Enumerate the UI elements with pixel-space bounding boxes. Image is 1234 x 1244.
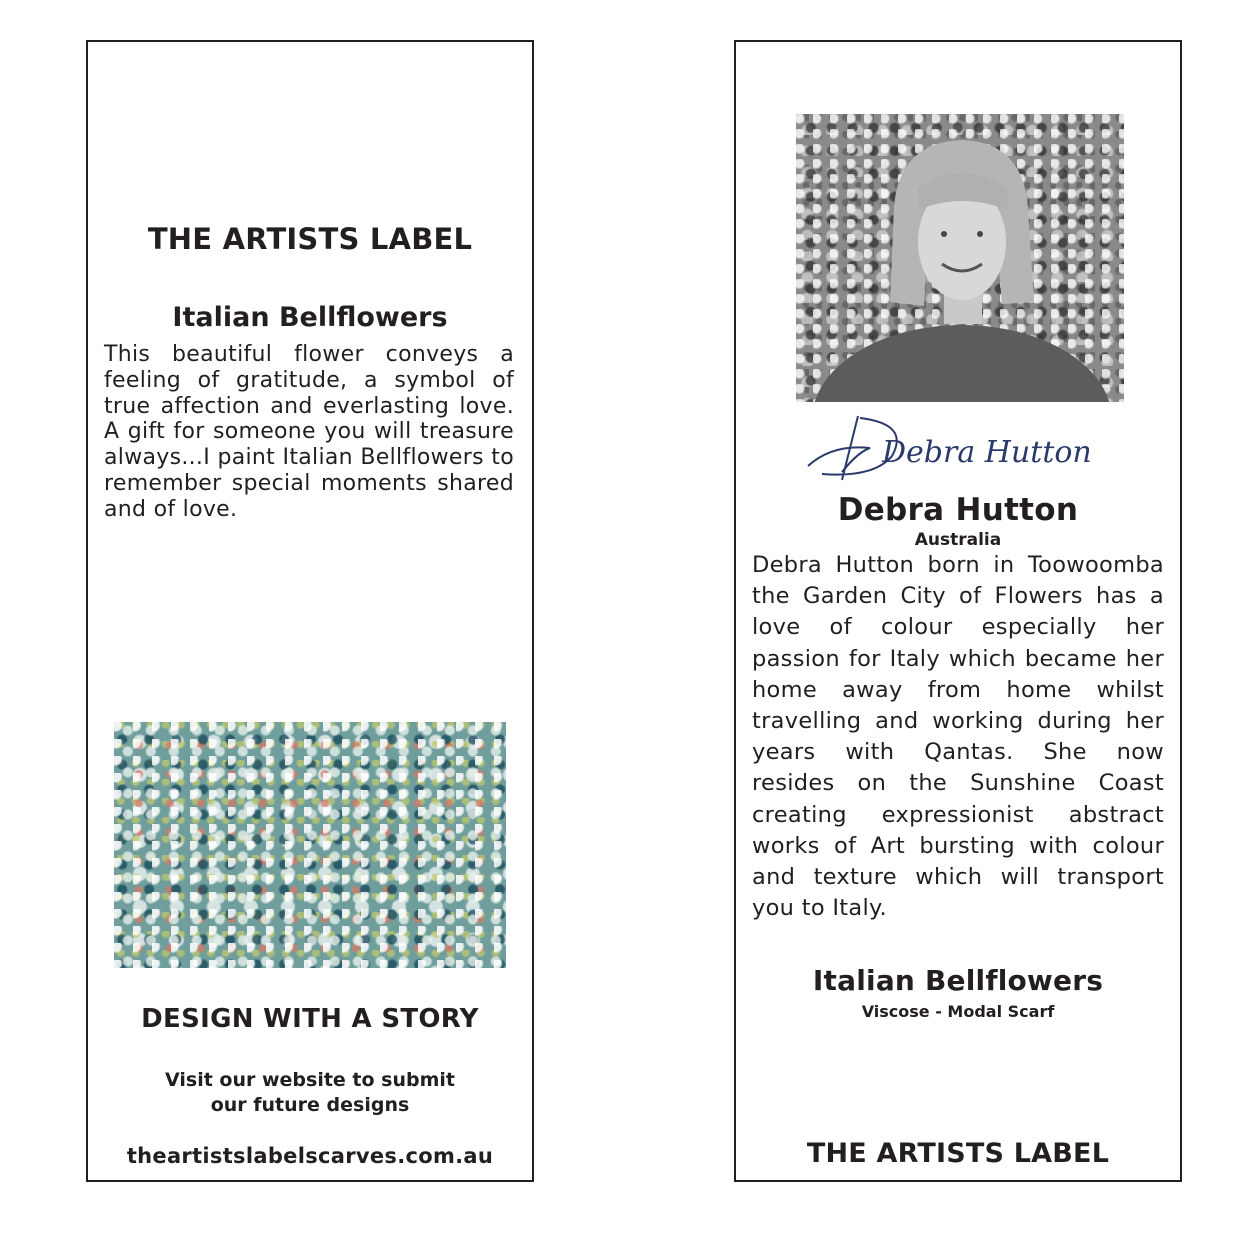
artwork-title: Italian Bellflowers	[172, 302, 448, 333]
artwork-description: This beautiful flower conveys a feeling of gratitude, a symbol of true affection and everlasting love. A gift for someone you will treasure always...I paint Italian Bellflowers to remember special moments shared and of love.	[104, 342, 514, 522]
visit-line-2: our future designs	[210, 1094, 410, 1116]
artist-signature	[802, 408, 1122, 484]
product-title: Italian Bellflowers	[812, 964, 1104, 997]
right-label-card	[734, 40, 1182, 1182]
artist-photo	[796, 114, 1124, 402]
artist-name: Debra Hutton	[837, 492, 1079, 528]
artwork-painting-image	[114, 722, 506, 968]
brand-title: THE ARTISTS LABEL	[147, 222, 473, 256]
website-url: theartistslabelscarves.com.au	[126, 1144, 494, 1168]
left-label-card	[86, 40, 534, 1182]
tagline: DESIGN WITH A STORY	[141, 1004, 479, 1034]
brand-footer: THE ARTISTS LABEL	[806, 1138, 1110, 1169]
artist-portrait-icon	[796, 114, 1124, 402]
artist-country: Australia	[914, 530, 1002, 550]
visit-line-1: Visit our website to submit	[165, 1069, 455, 1091]
artist-bio: Debra Hutton born in Toowoomba the Garden City of Flowers has a love of colour especially her passion for Italy which became her home away from home whilst travelling and working during her years with Qantas. She now resides on the Sunshine Coast creating expressionist abstract works of Art bursting with colour and texture which will transport you to Italy.	[752, 552, 1164, 922]
product-material: Viscose - Modal Scarf	[861, 1002, 1055, 1021]
visit-text	[88, 1068, 532, 1118]
signature-text: Debra Hutton	[882, 435, 1092, 470]
